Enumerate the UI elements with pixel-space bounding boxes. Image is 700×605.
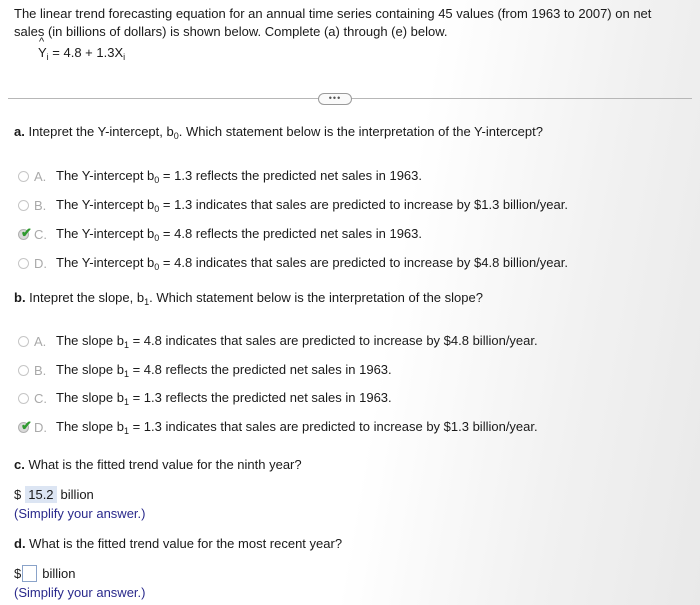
- option-b-C[interactable]: [18, 389, 392, 407]
- radio-button-selected[interactable]: [18, 224, 32, 240]
- question-d-text: What is the fitted trend value for the most recent year?: [25, 536, 343, 551]
- question-a: [14, 124, 543, 141]
- x-subscript: i: [123, 52, 126, 62]
- hat-symbol: ^: [39, 36, 45, 48]
- option-b-B[interactable]: [18, 361, 392, 379]
- option-text: The slope $b_1 = 1.3$ reflects the predicted net sales in 1963.: [56, 389, 392, 407]
- option-letter: D.: [34, 255, 47, 271]
- option-text: The slope $b_1 = 4.8$ reflects the predicted net sales in 1963.: [56, 361, 392, 379]
- radio-button[interactable]: [18, 365, 29, 376]
- currency-symbol: $: [14, 487, 22, 502]
- option-b-D[interactable]: [18, 418, 538, 436]
- radio-button[interactable]: [18, 200, 29, 211]
- y-subscript: i: [46, 52, 49, 62]
- answer-d: [14, 565, 75, 582]
- b1-subscript: 1: [144, 297, 150, 307]
- problem-statement: [14, 5, 684, 41]
- option-letter: A.: [34, 168, 47, 184]
- radio-button[interactable]: [18, 393, 29, 404]
- unit-label: billion: [60, 487, 94, 502]
- hint-c: (Simplify your answer.): [14, 506, 146, 521]
- currency-symbol: $: [14, 566, 22, 581]
- option-text: The Y-intercept $b_0 = 4.8$ indicates that sales are predicted to increase by $4.8 billion/year.: [56, 254, 568, 272]
- unit-label: billion: [42, 566, 76, 581]
- question-d-label: d.: [14, 536, 26, 551]
- y-symbol: Y: [38, 45, 47, 60]
- option-letter: B.: [34, 362, 47, 378]
- option-text: The Y-intercept $b_0 = 1.3$ indicates that sales are predicted to increase by $1.3 billion/year.: [56, 196, 568, 214]
- option-text: The Y-intercept $b_0 = 4.8$ reflects the predicted net sales in 1963.: [56, 225, 423, 243]
- radio-button[interactable]: [18, 171, 29, 182]
- answer-c-value[interactable]: 15.2: [25, 486, 56, 503]
- checkmark-icon: ✔: [21, 417, 32, 433]
- hint-d: (Simplify your answer.): [14, 585, 146, 600]
- option-text: The Y-intercept $b_0 = 1.3$ reflects the predicted net sales in 1963.: [56, 167, 423, 185]
- expand-more-button[interactable]: •••: [318, 93, 352, 105]
- option-text: The slope $b_1 = 4.8$ indicates that sales are predicted to increase by $4.8 billion/year.: [56, 332, 538, 350]
- option-a-B[interactable]: [18, 196, 568, 214]
- radio-button-selected[interactable]: [18, 417, 32, 433]
- question-c: [14, 457, 302, 472]
- question-b: [14, 290, 483, 307]
- option-a-D[interactable]: [18, 254, 568, 272]
- option-text: The slope $b_1 = 1.3$ indicates that sales are predicted to increase by $1.3 billion/year.: [56, 418, 538, 436]
- checkmark-icon: ✔: [21, 224, 32, 240]
- question-a-text: Intepret the Y-intercept, b: [24, 124, 174, 139]
- answer-c: [14, 486, 94, 503]
- answer-d-input[interactable]: [22, 565, 37, 582]
- question-b-text-end: . Which statement below is the interpretation of the slope?: [149, 290, 483, 305]
- question-a-label: a.: [14, 124, 25, 139]
- b0-subscript: 0: [173, 131, 179, 141]
- option-letter: D.: [34, 419, 47, 435]
- question-c-text: What is the fitted trend value for the ninth year?: [24, 457, 302, 472]
- intro-line-2: sales (in billions of dollars) is shown below. Complete (a) through (e) below.: [14, 24, 448, 39]
- option-a-A[interactable]: [18, 167, 422, 185]
- y-hat: [38, 36, 47, 60]
- option-letter: C.: [34, 390, 47, 406]
- trend-equation: [38, 36, 126, 62]
- intro-line-1: The linear trend forecasting equation for an annual time series containing 45 values (from 1963 to 2007) on net: [14, 6, 652, 21]
- question-a-text-end: . Which statement below is the interpretation of the Y-intercept?: [178, 124, 543, 139]
- radio-button[interactable]: [18, 258, 29, 269]
- option-letter: A.: [34, 333, 47, 349]
- option-letter: B.: [34, 197, 47, 213]
- option-letter: C.: [34, 226, 47, 242]
- equation-rhs: = 4.8 + 1.3X: [48, 45, 124, 60]
- question-b-label: b.: [14, 290, 26, 305]
- radio-button[interactable]: [18, 336, 29, 347]
- option-a-C[interactable]: [18, 225, 422, 243]
- question-d: [14, 536, 342, 551]
- question-b-text: Intepret the slope, b: [25, 290, 145, 305]
- question-c-label: c.: [14, 457, 25, 472]
- option-b-A[interactable]: [18, 332, 538, 350]
